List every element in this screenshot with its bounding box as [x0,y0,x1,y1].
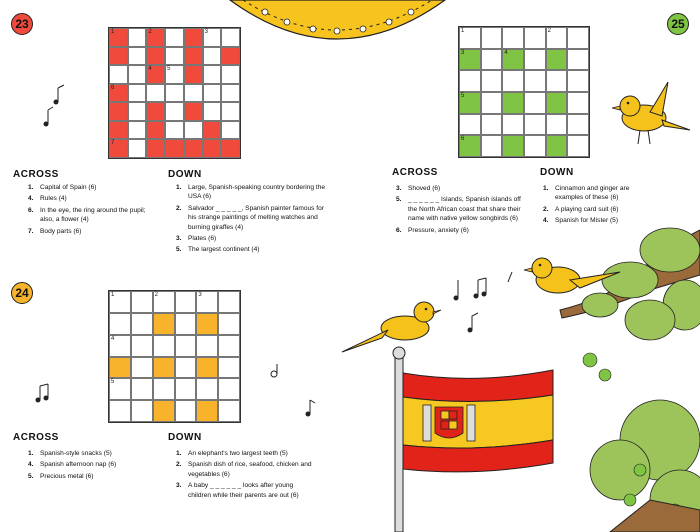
grid-cell[interactable] [131,400,153,422]
grid-cell[interactable] [221,65,240,84]
clue-item-text: Spanish afternoon nap (6) [40,461,117,469]
crossword-grid [108,290,241,423]
grid-cell[interactable] [146,84,165,103]
across-header: ACROSS [13,432,59,443]
clue-item [396,184,526,193]
clue-item-number: 6. [396,226,402,234]
grid-cell[interactable] [165,28,184,47]
clue-item [396,195,526,223]
clue-number: 1 [111,292,115,298]
down-clues [176,183,326,257]
grid-block [546,135,568,157]
grid-cell[interactable] [481,114,503,136]
clue-item-number: 3. [176,482,182,490]
grid-cell[interactable] [128,65,147,84]
grid-cell[interactable] [165,65,184,84]
clue-number: 6 [111,84,115,91]
grid-block [546,49,568,71]
grid-cell[interactable] [175,313,197,335]
grid-cell[interactable] [218,400,240,422]
clue-number: 5 [167,66,171,73]
grid-cell[interactable] [524,27,546,49]
grid-cell[interactable] [203,28,222,47]
grid-block [196,313,218,335]
clue-item [28,472,153,481]
clue-number: 1 [461,28,465,34]
grid-block [459,92,481,114]
clue-item-number: 2. [176,204,182,212]
crossword-grid [108,27,241,159]
clue-number: 3 [461,49,465,56]
grid-block [502,49,524,71]
grid-cell[interactable] [221,121,240,140]
clue-item-text: Plates (6) [188,235,217,243]
grid-block [153,357,175,379]
grid-cell[interactable] [481,135,503,157]
grid-cell[interactable] [184,121,203,140]
grid-cell[interactable] [153,291,175,313]
spanish-flag-illustration [385,345,565,532]
music-notes-decoration [266,360,326,420]
clue-item [28,206,153,225]
grid-cell[interactable] [481,49,503,71]
grid-cell[interactable] [128,102,147,121]
clue-number: 4 [148,66,152,73]
clue-item-text: Spanish for Mister (5) [555,217,619,225]
grid-cell[interactable] [131,313,153,335]
grid-cell[interactable] [184,84,203,103]
grid-cell[interactable] [481,70,503,92]
grid-cell[interactable] [203,102,222,121]
grid-cell[interactable] [567,70,589,92]
puzzle-number-badge: 25 [667,13,689,35]
clue-item-number: 4. [28,461,34,469]
grid-cell[interactable] [153,335,175,357]
grid-cell[interactable] [165,84,184,103]
grid-cell[interactable] [175,378,197,400]
clue-number: 1 [111,29,115,35]
grid-cell[interactable] [524,92,546,114]
grid-cell[interactable] [175,357,197,379]
grid-cell[interactable] [131,357,153,379]
grid-cell[interactable] [165,121,184,140]
clue-item-text: Large, Spanish-speaking country bordering the USA (6) [188,184,326,201]
clue-item-text: Pressure, anxiety (6) [408,226,469,234]
crossword-grid [458,26,590,158]
clue-item [28,183,153,192]
yellow-bird-illustration [610,68,700,153]
across-clues [28,183,153,238]
grid-cell[interactable] [131,378,153,400]
clue-number: 3 [204,29,208,35]
grid-block [184,28,203,47]
clue-item [28,194,153,203]
grid-block [184,139,203,158]
clue-item-text: In the eye, the ring around the pupil; also, a flower (4) [40,206,146,224]
clue-item-number: 2. [176,461,182,469]
clue-item-number: 4. [543,217,549,225]
grid-cell[interactable] [131,335,153,357]
clue-item [28,227,153,236]
across-header: ACROSS [13,169,59,180]
grid-cell[interactable] [546,27,568,49]
clue-item-number: 1. [543,185,549,192]
clue-item [176,449,316,458]
puzzle-number-badge: 23 [11,13,33,35]
grid-cell[interactable] [567,92,589,114]
grid-cell[interactable] [128,47,147,66]
grid-block [184,102,203,121]
grid-block [109,84,128,103]
grid-cell[interactable] [567,135,589,157]
clue-number: 6 [461,136,465,143]
clue-item-text: Shoved (6) [408,185,441,192]
grid-cell[interactable] [221,84,240,103]
grid-cell[interactable] [175,335,197,357]
down-clues [176,449,316,502]
clue-item-text: A baby _ _ _ _ _ _ looks after young children while their parents are out (6) [188,482,299,499]
clue-number: 7 [111,140,115,147]
grid-cell[interactable] [218,313,240,335]
grid-cell[interactable] [175,400,197,422]
grid-block [459,135,481,157]
grid-cell[interactable] [567,114,589,136]
grid-cell[interactable] [109,313,131,335]
grid-block [146,65,165,84]
grid-cell[interactable] [459,114,481,136]
clue-number: 2 [547,28,551,34]
clue-item [176,460,316,479]
grid-cell[interactable] [153,378,175,400]
grid-cell[interactable] [546,70,568,92]
grid-block [196,357,218,379]
clue-item [176,245,326,254]
clue-item-number: 2. [543,205,549,213]
clue-number: 4 [111,335,115,342]
music-notes-decoration [30,380,60,410]
grid-block [109,47,128,66]
across-header: ACROSS [392,167,438,178]
clue-number: 2 [154,292,158,298]
clue-item [543,184,648,203]
across-clues [28,449,153,483]
grid-cell[interactable] [128,28,147,47]
clue-item [176,183,326,202]
clue-item-text: Precious metal (6) [40,472,94,480]
clue-item [396,226,526,235]
grid-cell[interactable] [218,357,240,379]
grid-cell[interactable] [567,49,589,71]
clue-item-number: 1. [176,184,182,191]
grid-block [459,49,481,71]
grid-block [502,92,524,114]
grid-cell[interactable] [196,291,218,313]
grid-block [146,102,165,121]
grid-block [221,47,240,66]
grid-block [165,139,184,158]
grid-cell[interactable] [524,114,546,136]
clue-item-text: Body parts (6) [40,227,82,235]
music-notes-decoration [40,80,80,130]
grid-block [109,121,128,140]
clue-item-number: 7. [28,227,34,235]
clue-item-text: A playing card suit (6) [555,205,619,213]
clue-item [28,449,153,458]
clue-item-number: 3. [176,235,182,243]
clue-item-number: 4. [28,195,34,203]
clue-item-text: Capital of Spain (6) [40,184,97,191]
grid-block [196,400,218,422]
clue-number: 5 [111,379,115,386]
grid-block [221,139,240,158]
clue-item-text: Salvador _ _ _ _ _, Spanish painter famous for his strange paintings of melting watches and burning giraffes (4) [188,204,324,231]
grid-cell[interactable] [128,121,147,140]
grid-cell[interactable] [165,102,184,121]
clue-item-number: 5. [396,196,402,204]
clue-item-number: 5. [28,472,34,480]
grid-cell[interactable] [218,335,240,357]
grid-cell[interactable] [218,291,240,313]
grid-block [109,28,128,47]
grid-block [153,313,175,335]
clue-number: 2 [148,29,152,35]
grid-cell[interactable] [221,102,240,121]
clue-number: 3 [198,292,202,298]
grid-cell[interactable] [481,92,503,114]
clue-number: 4 [504,49,508,56]
clue-item-text: Spanish-style snacks (5) [40,450,112,457]
grid-cell[interactable] [459,70,481,92]
grid-cell[interactable] [524,49,546,71]
grid-block [146,139,165,158]
down-header: DOWN [168,432,202,443]
clue-item-text: An elephant's two largest teeth (5) [188,450,288,457]
clue-item-text: Rules (4) [40,195,67,203]
grid-block [153,400,175,422]
down-header: DOWN [168,169,202,180]
grid-cell[interactable] [203,84,222,103]
grid-cell[interactable] [196,378,218,400]
clue-item-number: 5. [176,246,182,254]
grid-cell[interactable] [175,291,197,313]
grid-cell[interactable] [524,135,546,157]
grid-cell[interactable] [109,335,131,357]
clue-item [176,204,326,232]
grid-cell[interactable] [524,70,546,92]
grid-block [109,139,128,158]
clue-item-number: 6. [28,206,34,214]
grid-cell[interactable] [109,65,128,84]
clue-item-text: The largest continent (4) [188,246,260,254]
grid-cell[interactable] [128,84,147,103]
grid-cell[interactable] [109,400,131,422]
clue-item-number: 1. [28,184,34,191]
grid-cell[interactable] [502,114,524,136]
clue-item-text: Spanish dish of rice, seafood, chicken and vegetables (6) [188,461,312,478]
grid-block [146,28,165,47]
clue-item [176,481,316,500]
grid-block [109,102,128,121]
grid-cell[interactable] [203,47,222,66]
clue-number: 5 [461,92,465,99]
grid-cell[interactable] [109,291,131,313]
grid-block [203,121,222,140]
grid-cell[interactable] [502,27,524,49]
clue-item-text: Cinnamon and ginger are examples of these (6) [555,185,630,202]
down-header: DOWN [540,167,574,178]
grid-cell[interactable] [203,65,222,84]
grid-cell[interactable] [165,47,184,66]
grid-cell[interactable] [196,335,218,357]
grid-block [184,65,203,84]
grid-cell[interactable] [131,291,153,313]
clue-item [28,460,153,469]
clue-item-number: 3. [396,185,402,192]
clue-item-text: _ _ _ _ _ _ Islands, Spanish islands off the North African coast that share their name with native yellow songbirds (6) [408,196,521,223]
clue-item [176,234,326,243]
clue-item-number: 1. [176,450,182,457]
grid-cell[interactable] [459,27,481,49]
grid-block [546,92,568,114]
grid-cell[interactable] [128,139,147,158]
grid-block [146,121,165,140]
grid-cell[interactable] [567,27,589,49]
grid-block [502,135,524,157]
sun-decoration [225,0,450,45]
grid-block [146,47,165,66]
grid-block [203,139,222,158]
grid-block [184,47,203,66]
puzzle-number-badge: 24 [11,282,33,304]
clue-item-number: 1. [28,450,34,457]
yellow-bird-illustration [520,250,630,310]
grid-cell[interactable] [502,70,524,92]
grid-cell[interactable] [221,28,240,47]
grid-block [109,357,131,379]
grid-cell[interactable] [481,27,503,49]
grid-cell[interactable] [546,114,568,136]
across-clues [396,184,526,237]
grid-cell[interactable] [109,378,131,400]
grid-cell[interactable] [218,378,240,400]
